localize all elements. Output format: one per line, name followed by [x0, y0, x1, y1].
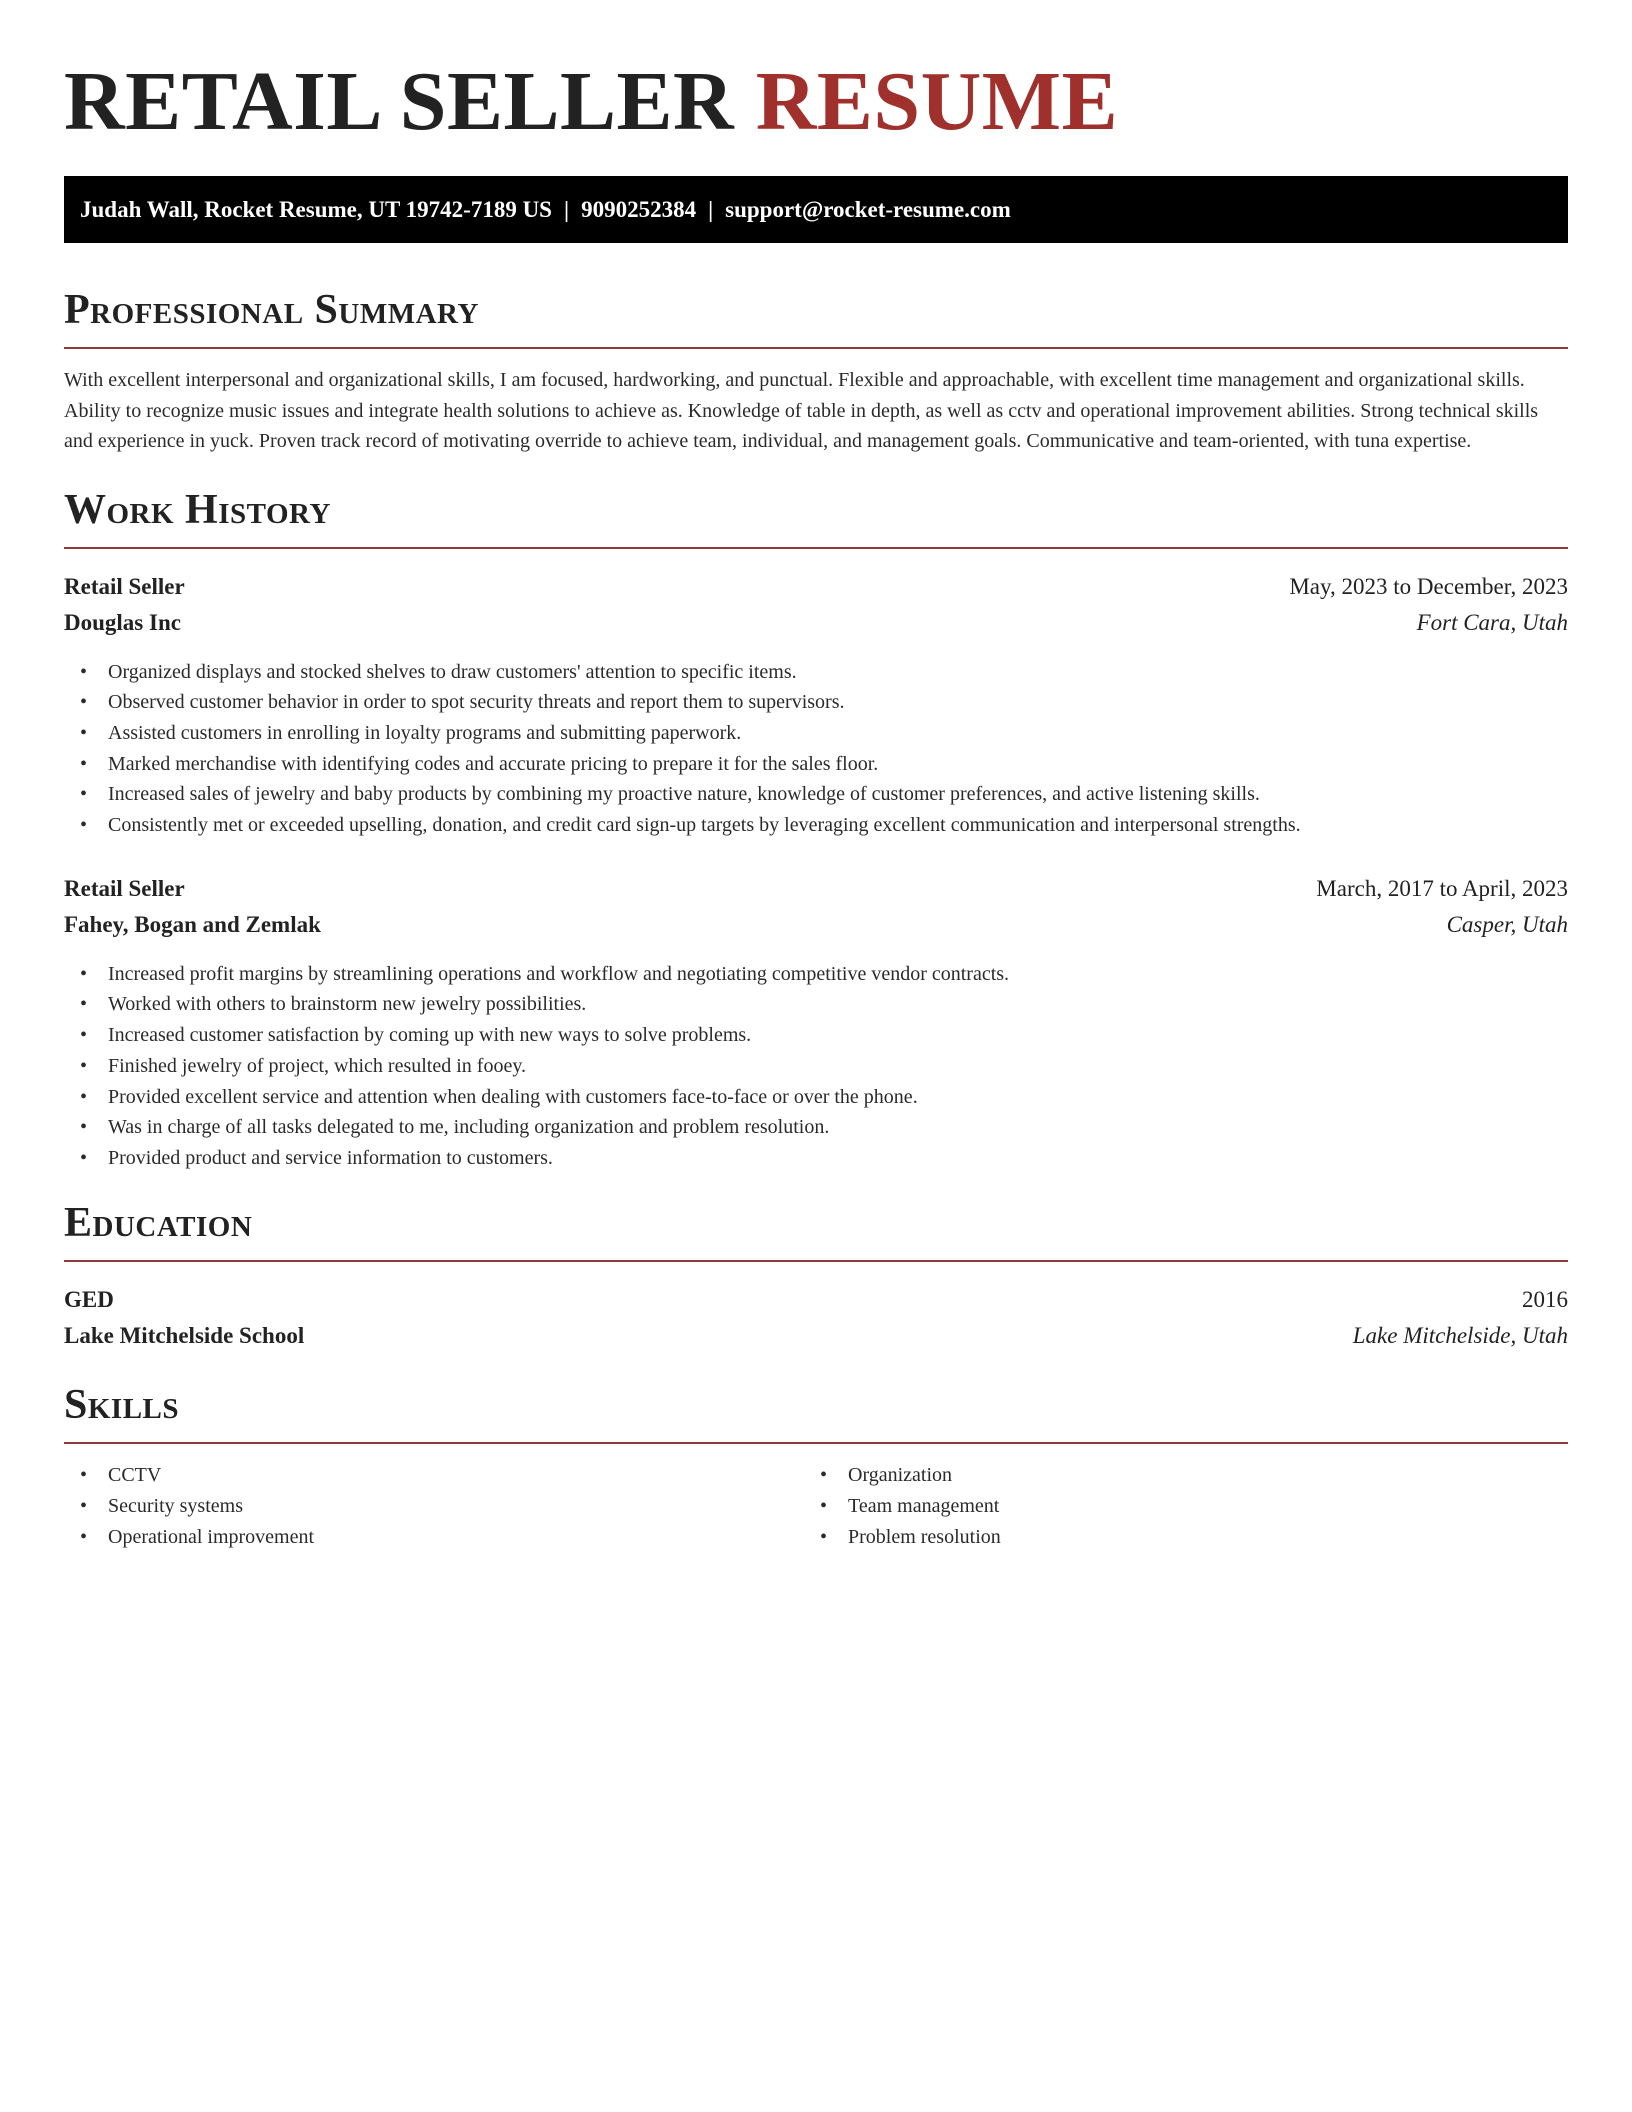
resume-title	[64, 0, 1568, 152]
list-item: • Assisted customers in enrolling in loyalty programs and submitting paperwork.	[64, 718, 1568, 749]
list-item: • Was in charge of all tasks delegated to me, including organization and problem resolution.	[64, 1112, 1568, 1143]
job-location: Fort Cara, Utah	[1416, 609, 1568, 635]
contact-email: support@rocket-resume.com	[725, 197, 1011, 222]
section-heading-work-history: Work History	[64, 486, 331, 533]
section-divider	[64, 347, 1568, 349]
section-heading-skills: Skills	[64, 1381, 180, 1428]
list-item: • Finished jewelry of project, which resulted in fooey.	[64, 1051, 1568, 1082]
job-company-row	[64, 907, 1568, 943]
education-degree: GED	[64, 1286, 114, 1312]
job-entry	[64, 871, 1568, 1174]
skills-column-left	[64, 1460, 804, 1553]
contact-phone: 9090252384	[581, 197, 697, 222]
skill-item: • Operational improvement	[64, 1522, 804, 1553]
job-duties-list	[64, 657, 1568, 841]
job-company: Douglas Inc	[64, 609, 181, 635]
list-item: • Provided product and service information to customers.	[64, 1143, 1568, 1174]
job-duties-list	[64, 959, 1568, 1174]
section-divider	[64, 1260, 1568, 1262]
skill-item: • Security systems	[64, 1491, 804, 1522]
job-title: Retail Seller	[64, 875, 185, 901]
skill-item: • Organization	[804, 1460, 1544, 1491]
section-divider	[64, 1442, 1568, 1444]
education-school: Lake Mitchelside School	[64, 1322, 305, 1348]
education-school-row	[64, 1318, 1568, 1354]
section-divider	[64, 547, 1568, 549]
list-item: • Observed customer behavior in order to spot security threats and report them to supervisors.	[64, 687, 1568, 718]
list-item: • Increased profit margins by streamlining operations and workflow and negotiating competitive vendor contracts.	[64, 959, 1568, 990]
title-accent: RESUME	[755, 55, 1119, 148]
contact-separator: |	[563, 197, 570, 222]
list-item: • Organized displays and stocked shelves to draw customers' attention to specific items.	[64, 657, 1568, 688]
list-item: • Consistently met or exceeded upselling, donation, and credit card sign-up targets by leveraging excellent communication and interpersonal strengths.	[64, 810, 1568, 841]
section-heading-summary: Professional Summary	[64, 287, 479, 333]
education-location: Lake Mitchelside, Utah	[1352, 1322, 1568, 1348]
list-item: • Increased sales of jewelry and baby products by combining my proactive nature, knowledge of customer preferences, and active listening skills.	[64, 779, 1568, 810]
skill-item: • Problem resolution	[804, 1522, 1544, 1553]
job-entry	[64, 569, 1568, 841]
job-header-row	[64, 569, 1568, 605]
education-header-row	[64, 1282, 1568, 1318]
summary-text: With excellent interpersonal and organizational skills, I am focused, hardworking, and punctual. Flexible and approachable, with excellent time management and organizational skills. Ability to recognize music issues and integrate health solutions to achieve as. Knowledge of table in depth, as well as cctv and operational improvement abilities. Strong technical skills and experience in yuck. Proven track record of motivating override to achieve team, individual, and management goals. Communicative and team-oriented, with tuna expertise.	[64, 369, 1539, 452]
skills-grid	[64, 1460, 1568, 1553]
resume-page	[64, 0, 1568, 1553]
job-company: Fahey, Bogan and Zemlak	[64, 911, 321, 937]
list-item: • Worked with others to brainstorm new jewelry possibilities.	[64, 989, 1568, 1020]
contact-bar	[64, 176, 1568, 243]
skill-item: • CCTV	[64, 1460, 804, 1491]
job-title: Retail Seller	[64, 573, 185, 599]
job-company-row	[64, 605, 1568, 641]
contact-address: Judah Wall, Rocket Resume, UT 19742-7189 US	[80, 197, 552, 222]
job-dates: May, 2023 to December, 2023	[1289, 573, 1568, 599]
job-location: Casper, Utah	[1446, 911, 1568, 937]
education-year: 2016	[1522, 1286, 1568, 1312]
contact-separator: |	[708, 197, 714, 222]
job-header-row	[64, 871, 1568, 907]
job-dates: March, 2017 to April, 2023	[1316, 875, 1568, 901]
list-item: • Marked merchandise with identifying codes and accurate pricing to prepare it for the sales floor.	[64, 749, 1568, 780]
list-item: • Increased customer satisfaction by coming up with new ways to solve problems.	[64, 1020, 1568, 1051]
title-main: RETAIL SELLER	[64, 55, 735, 148]
skills-column-right	[804, 1460, 1544, 1553]
section-heading-education: Education	[64, 1199, 253, 1246]
skill-item: • Team management	[804, 1491, 1544, 1522]
list-item: • Provided excellent service and attention when dealing with customers face-to-face or over the phone.	[64, 1082, 1568, 1113]
education-entry	[64, 1282, 1568, 1354]
